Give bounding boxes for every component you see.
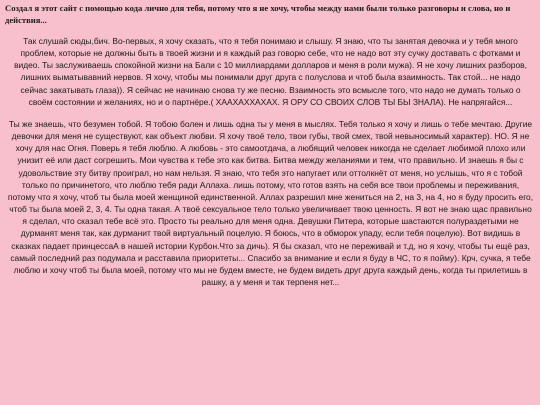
paragraph-2: Ты же знаешь, что безумен тобой. Я тобою болен и лишь одна ты у меня в мыслях. Тебя только я хочу и лишь о тебе мечтаю. Другие девочки для меня не существуют, как объект любви. Я хочу твоё тело, твои губы, твой смех, твой невыносимый характер). НО. Я не хочу для нас Огня. Поверь я тебя люблю. А любовь - это самоотдача, а любящий человек никогда не сделает любимой плохо или унизит её или даст согрешить. Мои чувства к тебе это как битва. Битва между желаниями и тем, что правильно. И знаешь я бы с удовольствие эту битву проиграл, но нам нельзя. Я знаю, что тебя это напугает или оттолкнёт от меня, но услышь, что я с тобой только по причинетого, что люблю тебя ради Аллаха. лишь потому, что готов взять на себя все твои проблемы и переживания, потому что я хочу, чтоб ты была моей женщиной единственной. Аллах разрешил мне жениться на 2, на 3, на 4, но я буду просить его, чтоб ты была моей 2, 3, 4. Ты одна такая. А твоё сексуальное тело только увеличивает твою ценность. Я вот не знаю щас правильно я сделал, что сказал тебе всё это. Просто ты реально для меня одна. Девушки Питера, которые шастаются полураздетыми не дурманят меня так, как дурманит твой виртуальный поцелую. Я боюсь, что в обморок упаду, если тебя поцелую). Вот видишь в сказках падает принцессаА в нашей истории Курбон.Что за дичь). Я бы сказал, что не переживай и т.д, но я хочу, чтобы ты ещё раз, самый последний раз подумала и расставила приоритеты... Спасибо за внимание и если я буду в ЧС, то я пойму). Крч, сучка, я тебе люблю и хочу чтоб ты была моей, потому что мы не будем вместе, не будем видеть друг друга каждый день, когда ты прилетишь в рашку, а у меня и так терпеня нет... [7, 118, 534, 287]
intro-heading: Создал я этот сайт с помощью кода лично для тебя, потому что я не хочу, чтобы между нами были только разговоры и слова, но и действия... [5, 3, 511, 25]
paragraph-1: Так слушай сюды,бич. Во-первых, я хочу сказать, что я тебя понимаю и слышу. Я знаю, что ты занятая девочка и у тебя много проблем, которые не должны быть в твоей жизни и я каждый раз говорю себе, что не надо вот эту сучку доставать с фотками и видео. Ты заслуживаешь спокойной жизни на Бали с 10 миллиардами долларов и меня в роли мужа). Я не хочу лишних разборов, лишних выматывавний нервов. Я хочу, чтобы мы понимали друг друга с полуслова и чтоб была взаимность. Так стой... не надо сейчас закатывать глаза)). Я сейчас не начинаю снова ту же песню. Взаимность это всмысле того, что надо не думать только о своём состоянии и желаниях, но и о партнёре.( ХААХАХХАХАХ. Я ОРУ СО СВОИХ СЛОВ ТЫ БЫ ЗНАЛА). Не напрягайся... [14, 36, 527, 107]
